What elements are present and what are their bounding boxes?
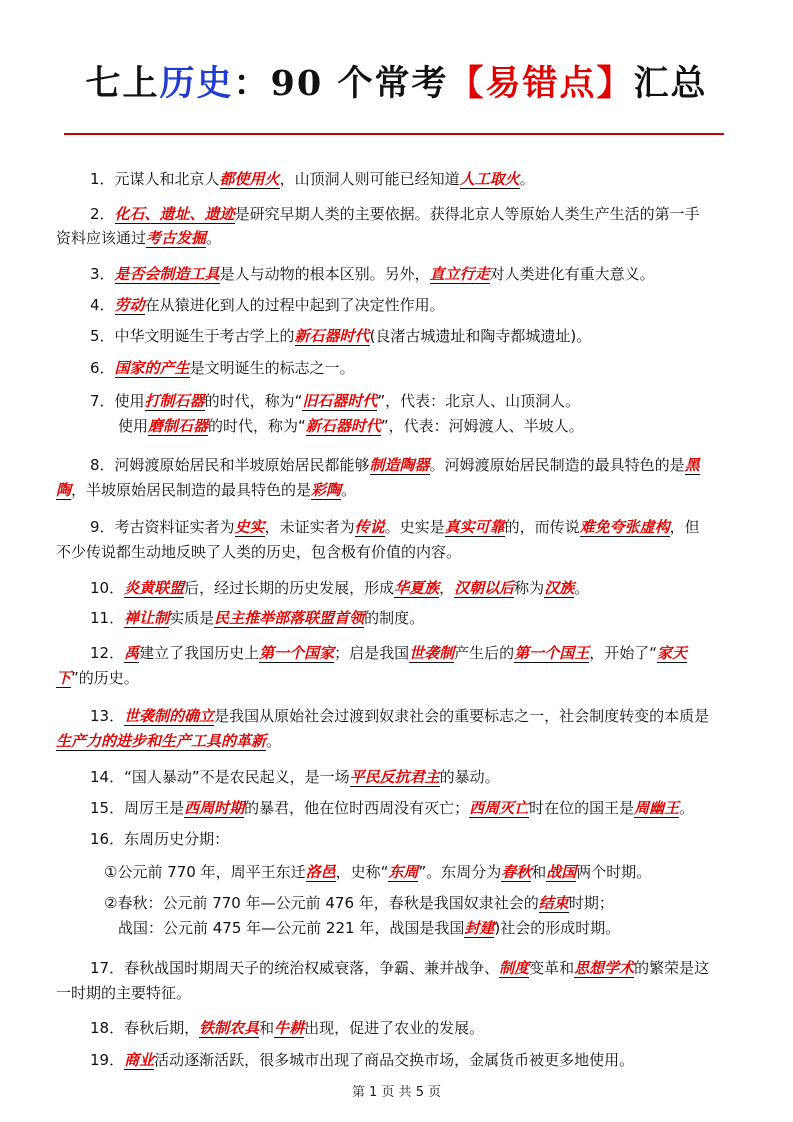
text-line: [90, 325, 740, 347]
title-part-3: ：90 个常考: [233, 63, 449, 104]
text-line: [104, 861, 788, 883]
text-line: [104, 892, 788, 914]
text-line: [118, 917, 793, 939]
answer-keyword: 周幽王: [634, 799, 680, 817]
text-line: [90, 1017, 740, 1039]
answer-keyword: 制造陶器: [369, 456, 430, 474]
line-text: 17．春秋战国时期周天子的统治权威衰落，争霸、兼并战争、: [90, 959, 500, 977]
line-text: 产生后的: [454, 644, 515, 662]
line-text: 2．: [90, 205, 115, 223]
text-line: [56, 479, 740, 501]
text-line: [90, 294, 740, 316]
text-line: [90, 203, 740, 225]
line-text: 变革和: [529, 959, 575, 977]
line-text: ，但: [669, 518, 700, 536]
line-text: 实质是: [169, 609, 215, 627]
line-text: 8．河姆渡原始居民和半坡原始居民都能够: [90, 456, 370, 474]
answer-keyword: 西周时期: [184, 799, 245, 817]
answer-keyword: 禹: [124, 644, 140, 662]
answer-keyword: 民主推举部落联盟首领: [214, 609, 365, 627]
answer-keyword: 西周灭亡: [469, 799, 530, 817]
line-text: ，未证实者为: [264, 518, 355, 536]
line-text: ，史称“: [335, 863, 389, 881]
answer-keyword: 难免夸张虚构: [579, 518, 670, 536]
line-text: 是研究早期人类的主要依据。获得北京人等原始人类生产生活的第一手: [234, 205, 700, 223]
line-text: 7．使用: [90, 392, 145, 410]
line-text: 使用: [118, 417, 149, 435]
text-line: [56, 227, 740, 249]
answer-keyword: 战国: [546, 863, 577, 881]
line-text: 。: [519, 170, 535, 188]
answer-keyword: 陶: [56, 481, 72, 499]
answer-keyword: 打制石器: [144, 392, 205, 410]
line-text: ②春秋：公元前 770 年—公元前 476 年，春秋是我国奴隶社会的: [104, 894, 539, 912]
line-text: 11．: [90, 609, 125, 627]
answer-keyword: 封建: [464, 919, 495, 937]
answer-keyword: 汉朝以后: [454, 579, 515, 597]
text-line: [118, 415, 793, 437]
line-text: 9．考古资料证实者为: [90, 518, 235, 536]
answer-keyword: 真实可靠: [444, 518, 505, 536]
line-text: ；启是我国: [334, 644, 410, 662]
answer-keyword: 传说: [354, 518, 385, 536]
line-text: ，半坡原始居民制造的最具特色的是: [71, 481, 312, 499]
line-text: 。: [341, 481, 357, 499]
answer-keyword: 是否会制造工具: [114, 265, 220, 283]
text-line: [90, 705, 740, 727]
answer-keyword: 汉族: [544, 579, 575, 597]
line-text: (良渚古城遗址和陶寺都城遗址)。: [369, 327, 592, 345]
answer-keyword: 直立行走: [429, 265, 490, 283]
line-text: 的暴动。: [439, 768, 500, 786]
answer-keyword: 家天: [656, 644, 687, 662]
text-line: [56, 730, 740, 752]
text-line: [90, 168, 740, 190]
line-text: 建立了我国历史上: [139, 644, 260, 662]
answer-keyword: 华夏族: [394, 579, 440, 597]
answer-keyword: 洛邑: [305, 863, 336, 881]
line-text: ”，代表：北京人、山顶洞人。: [377, 392, 581, 410]
line-text: 4．: [90, 296, 115, 314]
text-line: [90, 390, 740, 412]
line-text: 3．: [90, 265, 115, 283]
line-text: 的时代，称为“: [208, 417, 306, 435]
line-text: 。河姆渡原始居民制造的最具特色的是: [429, 456, 685, 474]
line-text: 是人与动物的根本区别。另外，: [219, 265, 430, 283]
line-text: 时期；: [568, 894, 614, 912]
text-line: [90, 516, 740, 538]
title-part-1: 七上: [85, 63, 160, 104]
answer-keyword: 下: [56, 669, 72, 687]
text-line: [90, 642, 740, 664]
line-text: 。史实是: [384, 518, 445, 536]
line-text: ①公元前 770 年，周平王东迁: [104, 863, 306, 881]
line-text: 的暴君，他在位时西周没有灭亡；: [244, 799, 470, 817]
line-text: ，: [439, 579, 455, 597]
answer-keyword: 制度: [499, 959, 530, 977]
line-text: 后，经过长期的历史发展，形成: [184, 579, 395, 597]
answer-keyword: 新石器时代: [305, 417, 381, 435]
line-text: 和: [259, 1019, 275, 1037]
line-text: ”的历史。: [71, 669, 139, 687]
answer-keyword: 黑: [684, 456, 700, 474]
line-text: 19．: [90, 1051, 125, 1069]
answer-keyword: 旧石器时代: [302, 392, 378, 410]
line-text: 。: [679, 799, 695, 817]
title-divider: [64, 133, 724, 135]
document-title: [0, 56, 793, 106]
line-text: 的制度。: [364, 609, 425, 627]
text-line: [56, 541, 740, 563]
line-text: 称为: [514, 579, 545, 597]
answer-keyword: 商业: [124, 1051, 155, 1069]
answer-keyword: 世袭制: [409, 644, 455, 662]
line-text: 1．元谋人和北京人: [90, 170, 220, 188]
answer-keyword: 劳动: [114, 296, 145, 314]
title-part-4: 【易错点】: [448, 63, 634, 104]
line-text: 不少传说都生动地反映了人类的历史，包含极有价值的内容。: [56, 543, 462, 561]
answer-keyword: 结束: [538, 894, 569, 912]
text-line: [90, 607, 740, 629]
answer-keyword: 新石器时代: [294, 327, 370, 345]
answer-keyword: 磨制石器: [148, 417, 209, 435]
line-text: 和: [531, 863, 547, 881]
answer-keyword: 生产力的进步和生产工具的革新: [56, 732, 267, 750]
line-text: ”，代表：河姆渡人、半坡人。: [380, 417, 584, 435]
line-text: 是我国从原始社会过渡到奴隶社会的重要标志之一，社会制度转变的本质是: [214, 707, 710, 725]
page-footer: 第 1 页 共 5 页: [351, 1085, 442, 1100]
answer-keyword: 第一个国家: [259, 644, 335, 662]
answer-keyword: 人工取火: [459, 170, 520, 188]
text-line: [90, 577, 740, 599]
line-text: 14．“国人暴动”不是农民起义，是一场: [90, 768, 350, 786]
line-text: )社会的形成时期。: [494, 919, 621, 937]
answer-keyword: 炎黄联盟: [124, 579, 185, 597]
line-text: 资料应该通过: [56, 229, 147, 247]
answer-keyword: 东周: [388, 863, 419, 881]
line-text: ”。东周分为: [418, 863, 502, 881]
line-text: 对人类进化有重大意义。: [489, 265, 655, 283]
text-line: [90, 454, 740, 476]
text-line: [56, 667, 740, 689]
line-text: 10．: [90, 579, 125, 597]
line-text: 13．: [90, 707, 125, 725]
answer-keyword: 平民反抗君主: [349, 768, 440, 786]
text-line: [90, 797, 740, 819]
text-line: [90, 957, 740, 979]
answer-keyword: 牛耕: [274, 1019, 305, 1037]
line-text: 活动逐渐活跃，很多城市出现了商品交换市场，金属货币被更多地使用。: [154, 1051, 635, 1069]
line-text: 的时代，称为“: [204, 392, 303, 410]
answer-keyword: 史实: [234, 518, 265, 536]
line-text: 出现，促进了农业的发展。: [304, 1019, 485, 1037]
line-text: 12．: [90, 644, 125, 662]
line-text: 5．中华文明诞生于考古学上的: [90, 327, 295, 345]
line-text: 的繁荣是这: [634, 959, 710, 977]
text-line: [90, 1049, 740, 1071]
line-text: 的，而传说: [504, 518, 580, 536]
line-text: 是文明诞生的标志之一。: [189, 359, 355, 377]
answer-keyword: 都使用火: [219, 170, 280, 188]
answer-keyword: 铁制农具: [199, 1019, 260, 1037]
answer-keyword: 春秋: [501, 863, 532, 881]
line-text: 。: [206, 229, 222, 247]
answer-keyword: 化石、遗址、遗迹: [114, 205, 235, 223]
text-line: [90, 357, 740, 379]
title-part-5: 汇总: [633, 63, 708, 104]
text-line: [56, 982, 740, 1004]
line-text: 15．周厉王是: [90, 799, 185, 817]
answer-keyword: 禅让制: [124, 609, 170, 627]
line-text: 。: [266, 732, 282, 750]
line-text: 时在位的国王是: [529, 799, 635, 817]
text-line: [90, 263, 740, 285]
line-text: 在从猿进化到人的过程中起到了决定性作用。: [144, 296, 445, 314]
line-text: ，山顶洞人则可能已经知道: [279, 170, 460, 188]
line-text: 16．东周历史分期：: [90, 830, 230, 848]
answer-keyword: 第一个国王: [514, 644, 590, 662]
line-text: 两个时期。: [576, 863, 652, 881]
line-text: 战国：公元前 475 年—公元前 221 年，战国是我国: [118, 919, 465, 937]
line-text: 。: [574, 579, 590, 597]
line-text: 一时期的主要特征。: [56, 984, 192, 1002]
line-text: 18．春秋后期，: [90, 1019, 200, 1037]
answer-keyword: 国家的产生: [114, 359, 190, 377]
line-text: 6．: [90, 359, 115, 377]
answer-keyword: 思想学术: [574, 959, 635, 977]
text-line: [90, 828, 740, 850]
line-text: ，开始了“: [589, 644, 657, 662]
answer-keyword: 彩陶: [311, 481, 342, 499]
answer-keyword: 世袭制的确立: [124, 707, 215, 725]
text-line: [90, 766, 740, 788]
answer-keyword: 考古发掘: [146, 229, 207, 247]
title-part-2: 历史: [159, 63, 234, 104]
